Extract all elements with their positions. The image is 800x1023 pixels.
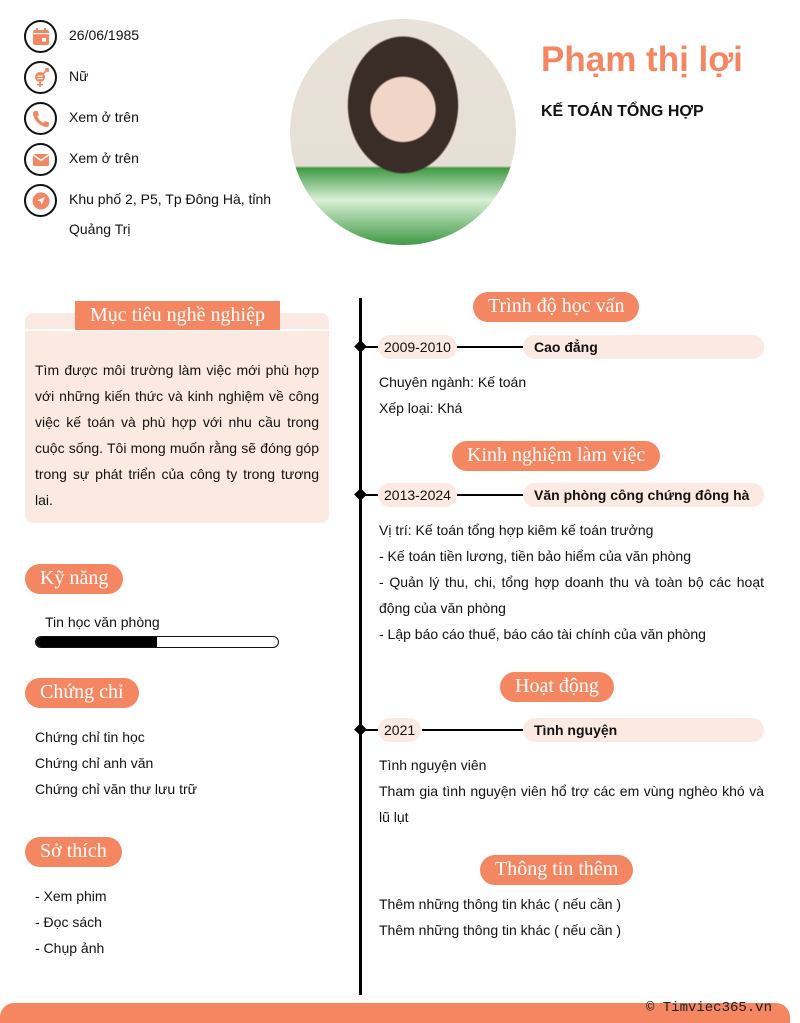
- additional-info-details: [379, 891, 764, 943]
- experience-date: 2013-2024: [378, 483, 457, 507]
- activity-line: Tham gia tình nguyện viên hổ trợ các em vùng nghèo khó và lũ lụt: [379, 783, 764, 825]
- experience-title: Kinh nghiệm làm việc: [452, 441, 660, 471]
- education-school: Cao đẳng: [523, 335, 764, 359]
- birthday-text: 26/06/1985: [69, 27, 140, 43]
- hobby-item: - Chụp ảnh: [35, 940, 105, 956]
- activity-line: Tình nguyện viên: [379, 757, 487, 773]
- education-date: 2009-2010: [378, 335, 457, 359]
- contact-birthday: [24, 20, 284, 53]
- job-title: KẾ TOÁN TỔNG HỢP: [541, 103, 704, 120]
- certificate-item: Chứng chỉ anh văn: [35, 755, 154, 771]
- skill-progress-fill: [36, 637, 157, 647]
- gender-icon: [24, 61, 57, 94]
- hobbies-list: [35, 883, 107, 961]
- experience-line: - Kế toán tiền lương, tiền bảo hiểm của văn phòng: [379, 548, 691, 564]
- additional-info-line: Thêm những thông tin khác ( nếu cần ): [379, 922, 622, 938]
- address-text: Khu phố 2, P5, Tp Đông Hà, tỉnh Quảng Trị: [69, 191, 272, 237]
- timeline-line: [359, 298, 362, 995]
- education-entry-header: [355, 335, 765, 359]
- experience-company: Văn phòng công chứng đông hà: [523, 483, 764, 507]
- objective-title: Mục tiêu nghề nghiệp: [75, 301, 280, 330]
- experience-entry-header: [355, 483, 765, 507]
- email-text: Xem ở trên: [69, 150, 139, 166]
- phone-icon: [24, 102, 57, 135]
- additional-info-title: Thông tin thêm: [480, 855, 633, 885]
- skill-progress-bar: [35, 636, 279, 648]
- experience-line: - Lập báo cáo thuế, báo cáo tài chính của văn phòng: [379, 626, 706, 642]
- education-line: Chuyên ngành: Kế toán: [379, 374, 527, 390]
- skill-name: Tin học văn phòng: [45, 614, 160, 630]
- certificates-title: Chứng chỉ: [25, 678, 139, 708]
- connector-line: [422, 729, 523, 731]
- additional-info-line: Thêm những thông tin khác ( nếu cần ): [379, 896, 622, 912]
- contact-info: [24, 20, 284, 252]
- candidate-name: Phạm thị lợi: [541, 40, 743, 79]
- experience-details: [379, 517, 764, 647]
- experience-line: Vị trí: Kế toán tổng hợp kiêm kế toán trưởng: [379, 522, 654, 538]
- footer-copyright: © Timviec365.vn: [645, 1000, 772, 1016]
- connector-line: [363, 494, 378, 496]
- objective-text: Tìm được môi trường làm việc mới phù hợp với những kiến thức và kinh nghiệm về công việc kế toán và phù hợp với nhu cầu trong cuộc sống. Tôi mong muốn rằng sẽ đóng góp trong sự phát triển của công ty trong tương lai.: [35, 362, 319, 508]
- education-line: Xếp loại: Khá: [379, 400, 463, 416]
- connector-line: [363, 729, 378, 731]
- activity-entry-header: [355, 718, 765, 742]
- contact-email: [24, 143, 284, 176]
- experience-line: - Quản lý thu, chi, tổng hợp doanh thu và toàn bộ các hoạt động của văn phòng: [379, 574, 764, 616]
- skills-title: Kỹ năng: [25, 564, 123, 594]
- activity-details: [379, 752, 764, 830]
- education-title: Trình độ học vấn: [473, 292, 639, 322]
- hobby-item: - Đọc sách: [35, 914, 102, 930]
- hobbies-title: Sở thích: [25, 837, 122, 867]
- profile-photo: [290, 19, 516, 245]
- gender-text: Nữ: [69, 68, 89, 84]
- email-icon: [24, 143, 57, 176]
- activities-title: Hoạt động: [500, 672, 614, 702]
- certificates-list: [35, 724, 197, 802]
- location-icon: [24, 184, 57, 217]
- calendar-icon: [24, 20, 57, 53]
- phone-text: Xem ở trên: [69, 109, 139, 125]
- certificate-item: Chứng chỉ tin học: [35, 729, 145, 745]
- hobby-item: - Xem phim: [35, 888, 107, 904]
- certificate-item: Chứng chỉ văn thư lưu trữ: [35, 781, 197, 797]
- connector-line: [455, 346, 523, 348]
- activity-date: 2021: [378, 718, 421, 742]
- connector-line: [455, 494, 523, 496]
- contact-address: [24, 184, 284, 244]
- connector-line: [363, 346, 378, 348]
- contact-gender: [24, 61, 284, 94]
- education-details: [379, 369, 764, 421]
- contact-phone: [24, 102, 284, 135]
- activity-name: Tình nguyện: [523, 718, 764, 742]
